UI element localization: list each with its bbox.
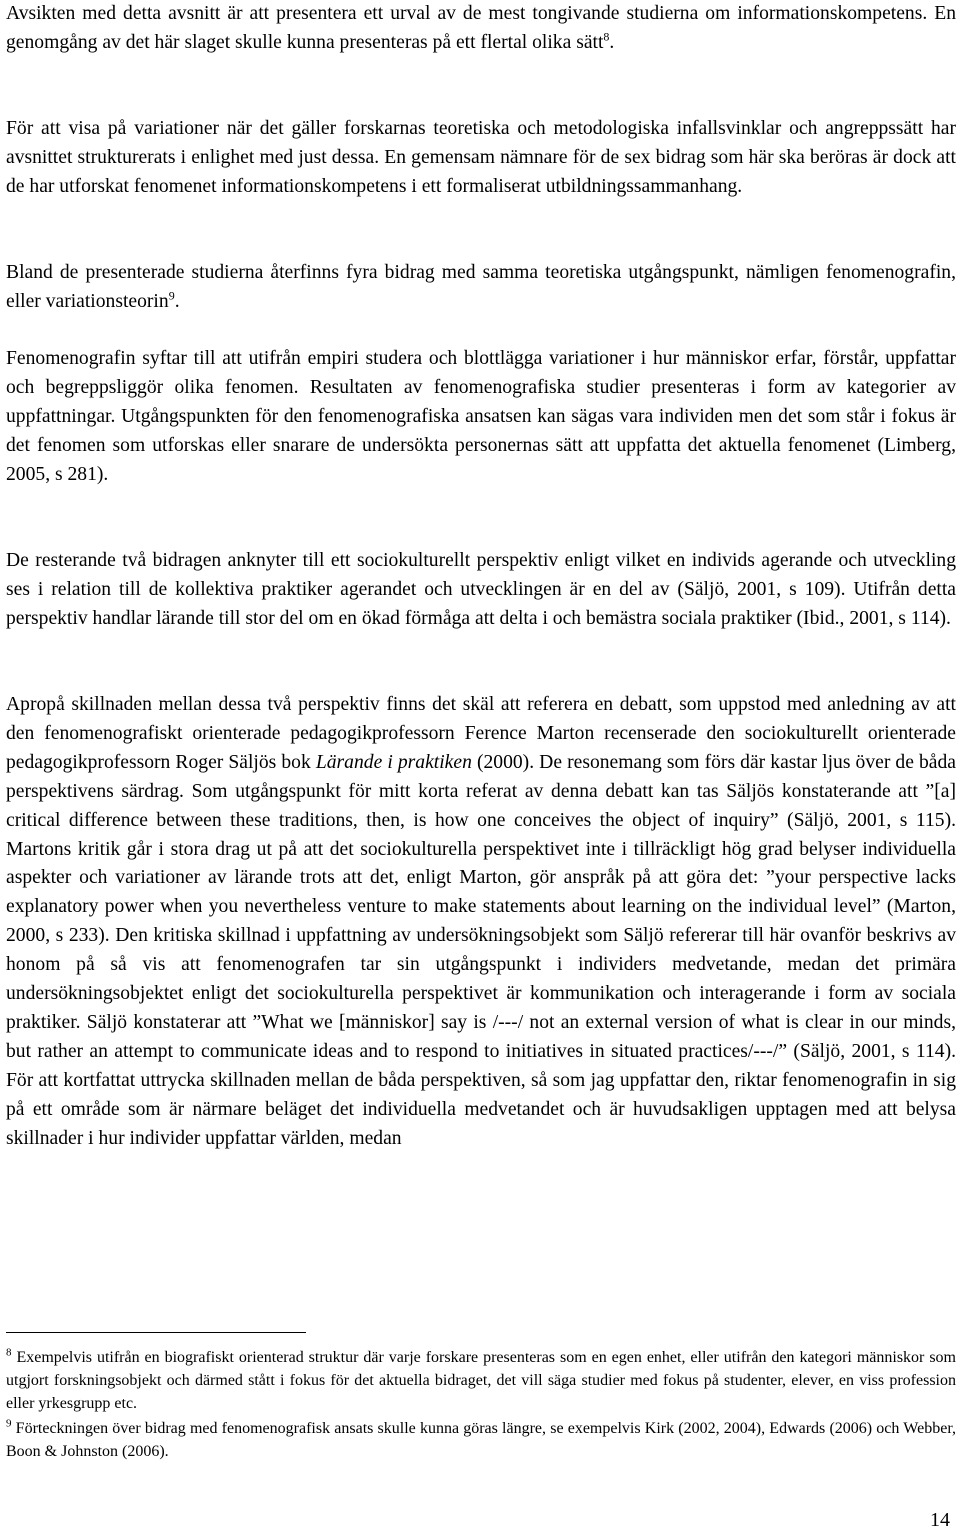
paragraph-phenomenography-studies — [6, 259, 956, 317]
paragraph-phenomenography-studies-end: . — [174, 290, 180, 312]
footnote-9-number: 9 — [6, 1417, 12, 1430]
paragraph-phenomenography: Fenomenografin syftar till att utifrån empiri studera och blottlägga variationer i hur människor erfar, förstår, uppfattar och begreppsliggör olika fenomen. Resultaten av fenomenografiska studier presenteras i form av kategorier av uppfattningar. Utgångspunkten för den fenomenografiska ansatsen kan sägas vara individen men det som står i fokus är det fenomen som utforskas eller snarare de undersökta personernas sätt att uppfatta det aktuella fenomenet (Limberg, 2005, s 281). — [6, 348, 956, 485]
footnote-9 — [6, 1417, 956, 1463]
paragraph-intro-end: . — [609, 31, 615, 53]
footnote-8-text: Exempelvis utifrån en biografiskt orienterad struktur där varje forskare presenteras som en egen enhet, eller utifrån den kategori människor som utgjort forskningsobjekt och därmed stått i fokus för det aktuella bidraget, det vill säga studier med fokus på studenter, elever, en viss profession eller yrkesgrupp etc. — [6, 1349, 956, 1412]
paragraph-sociocultural: De resterande två bidragen anknyter till ett sociokulturellt perspektiv enligt vilket en individs agerande och utveckling ses i relation till de kollektiva praktiker agerandet och utvecklingen är en del av (Säljö, 2001, s 109). Utifrån detta perspektiv handlar lärande till stor del om en ökad förmåga att delta i och bemästra sociala praktiker (Ibid., 2001, s 114). — [6, 550, 956, 629]
footnote-9-text: Förteckningen över bidrag med fenomenografisk ansats skulle kunna göras längre, se exempelvis Kirk (2002, 2004), Edwards (2006) och Webber, Boon & Johnston (2006). — [6, 1420, 956, 1460]
paragraph-debate-text-a: Apropå skillnaden mellan dessa två perspektiv finns det skäl att referera en debatt, som uppstod med anledning av att den fenomenografiskt orienterade pedagogikprofessorn Ference Marton recenserade den sociokulturellt orienterade pedagogikprofessorn Roger Säljös bok — [6, 694, 956, 773]
book-title: Lärande i praktiken — [315, 751, 472, 773]
page-number: 14 — [930, 1509, 950, 1531]
footnote-ref-8: 8 — [603, 29, 610, 44]
footnote-8-number: 8 — [6, 1346, 12, 1359]
paragraph-intro-text: Avsikten med detta avsnitt är att presentera ett urval av de mest tongivande studierna om informationskompetens. En genomgång av det här slaget skulle kunna presenteras på ett flertal olika sätt — [6, 3, 956, 53]
footnote-divider — [6, 1332, 306, 1333]
paragraph-debate — [6, 691, 956, 1154]
paragraph-intro — [6, 0, 956, 58]
footnote-ref-9: 9 — [168, 288, 175, 303]
footnote-8 — [6, 1346, 956, 1415]
paragraph-structure: För att visa på variationer när det gäller forskarnas teoretiska och metodologiska infallsvinklar och angreppssätt har avsnittet strukturerats i enlighet med just dessa. En gemensam nämnare för de sex bidrag som här ska beröras är dock att de har utforskat fenomenet informationskompetens i ett formaliserat utbildningssammanhang. — [6, 118, 956, 197]
paragraph-debate-text-b: (2000). De resonemang som förs där kastar ljus över de båda perspektivens särdrag. Som utgångspunkt för mitt korta referat av denna debatt kan tas Säljös konstaterande att ”[a] critical difference between these traditions, then, is how one conceives the object of inquiry” (Säljö, 2001, s 115). Martons kritik går i stora drag ut på att det sociokulturella perspektivet inte i tillräckligt hög grad belyser individuella aspekter och variationer av lärande trots att det, enligt Marton, gör anspråk på att göra det: ”your perspective lacks explanatory power when you nevertheless venture to make statements about learning on the individual level” (Marton, 2000, s 233). Den kritiska skillnad i uppfattning av undersökningsobjekt som Säljö refererar till här ovanför beskrivs av honom på så vis att fenomenografen tar sin utgångspunkt i individers medvetande, medan det primära undersökningsobjektet enligt det sociokulturella perspektivet är kommunikation och interagerande i form av sociala praktiker. Säljö konstaterar att ”What we [människor] say is /---/ not an external version of what is clear in our minds, but rather an attempt to communicate ideas and to respond to initiatives in situated practices/---/” (Säljö, 2001, s 114). För att kortfattat uttrycka skillnaden mellan de båda perspektiven, så som jag uppfattar den, riktar fenomenografin in sig på ett område som är närmare beläget det individuella medvetandet och är huvudsakligen upptagen med att belysa skillnader i hur individer uppfattar världen, medan — [6, 751, 957, 1149]
paragraph-phenomenography-studies-text: Bland de presenterade studierna återfinns fyra bidrag med samma teoretiska utgångspunkt, nämligen fenomenografin, eller variationsteorin — [6, 262, 956, 312]
